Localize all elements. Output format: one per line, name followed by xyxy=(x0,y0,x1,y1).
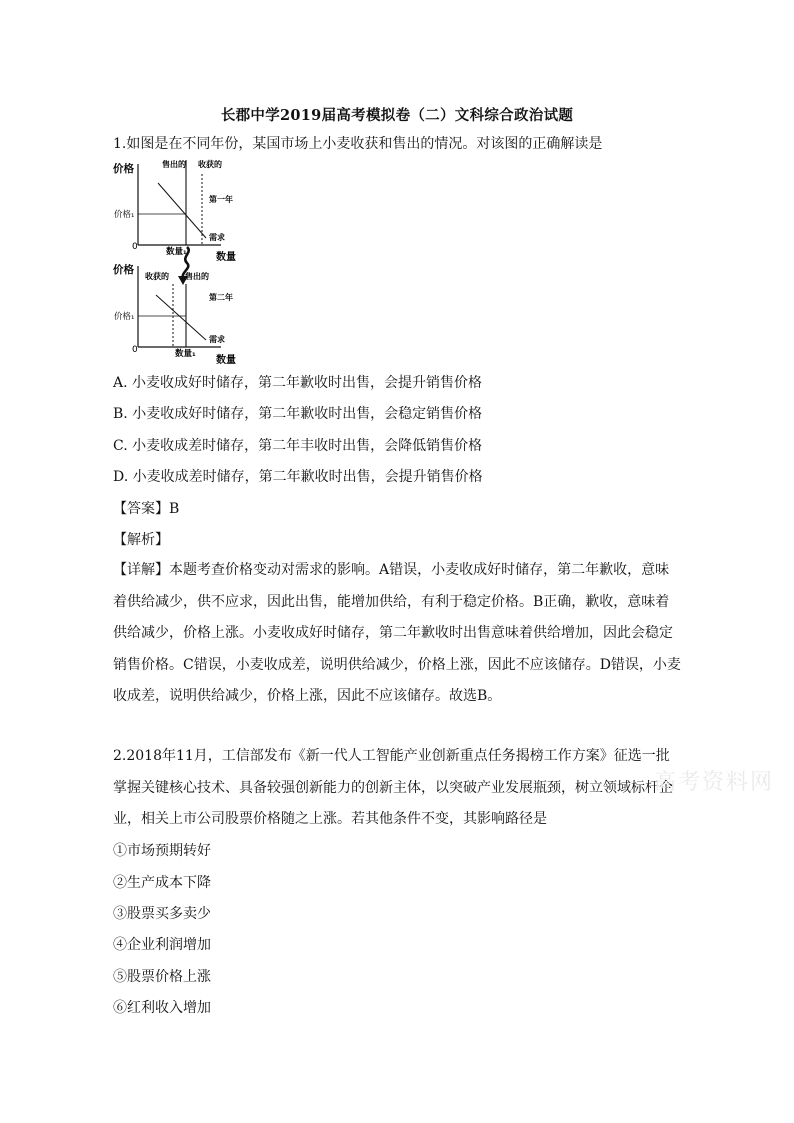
x-axis-label: 数量 xyxy=(216,252,236,263)
option-item-4: ④企业利润增加 xyxy=(113,937,211,953)
question-1-stem: 1.如图是在不同年份，某国市场上小麦收获和售出的情况。对该图的正确解读是 xyxy=(113,136,603,152)
graph-panel-year1 xyxy=(113,159,236,263)
page-title: 长郡中学2019届高考模拟卷（二）文科综合政治试题 xyxy=(220,107,574,124)
answer: 【答案】B xyxy=(113,501,180,517)
quantity-tick-label: 数量₁ xyxy=(166,247,187,257)
demand-curve xyxy=(158,183,206,238)
year-label: 第二年 xyxy=(209,293,233,302)
watermark: 高考资料网 xyxy=(654,770,775,795)
y-axis-label: 价格 xyxy=(113,163,134,175)
price-label: 价格₁ xyxy=(114,312,135,322)
option-b: B. 小麦收成好时储存，第二年歉收时出售，会稳定销售价格 xyxy=(113,406,483,422)
option-item-6: ⑥红利收入增加 xyxy=(113,1000,211,1016)
year-label: 第一年 xyxy=(209,195,233,204)
demand-curve xyxy=(156,295,206,340)
harvest-label: 收获的 xyxy=(145,272,169,281)
option-item-2: ②生产成本下降 xyxy=(113,875,211,891)
option-item-5: ⑤股票价格上涨 xyxy=(113,969,211,985)
question-2-stem: 2.2018年11月，工信部发布《新一代人工智能产业创新重点任务揭榜工作方案》征选一批掌握关键核心技术、具备较强创新能力的创新主体，以突破产业发展瓶颈，树立领域标杆企业，相关上市公司股票价格随之上涨。若其他条件不变，其影响路径是 xyxy=(113,748,673,827)
y-axis-label: 价格 xyxy=(113,264,134,276)
origin-label: 0 xyxy=(132,345,138,355)
option-c: C. 小麦收成差时储存，第二年丰收时出售，会降低销售价格 xyxy=(113,438,483,454)
demand-label: 需求 xyxy=(209,233,225,242)
graph-panel-year2 xyxy=(113,263,236,366)
sold-label: 售出的 xyxy=(162,160,186,169)
supply-demand-graph xyxy=(113,156,253,368)
price-label: 价格₁ xyxy=(114,210,135,220)
detailed-explanation: 【详解】本题考查价格变动对需求的影响。A错误，小麦收成好时储存，第二年歉收，意味着供给减少，供不应求，因此出售，能增加供给，有利于稳定价格。B正确，歉收，意味着供给减少，价格上涨。小麦收成好时储存，第二年歉收时出售意味着供给增加，因此会稳定销售价格。C错误，小麦收成差，说明供给减少，价格上涨，因此不应该储存。D错误，小麦收成差，说明供给减少，价格上涨，因此不应该储存。故选B。 xyxy=(113,562,681,704)
quantity-tick-label: 数量₁ xyxy=(175,349,196,359)
demand-label: 需求 xyxy=(209,335,225,344)
option-item-1: ①市场预期转好 xyxy=(113,843,211,859)
analysis-label: 【解析】 xyxy=(113,532,169,548)
option-a: A. 小麦收成好时储存，第二年歉收时出售，会提升销售价格 xyxy=(113,375,483,391)
option-d: D. 小麦收成差时储存，第二年歉收时出售，会提升销售价格 xyxy=(113,469,483,485)
option-item-3: ③股票买多卖少 xyxy=(113,906,211,922)
x-axis-label: 数量 xyxy=(216,355,236,366)
sold-label: 售出的 xyxy=(185,272,209,281)
origin-label: 0 xyxy=(132,242,138,252)
harvest-label: 收获的 xyxy=(198,160,222,169)
